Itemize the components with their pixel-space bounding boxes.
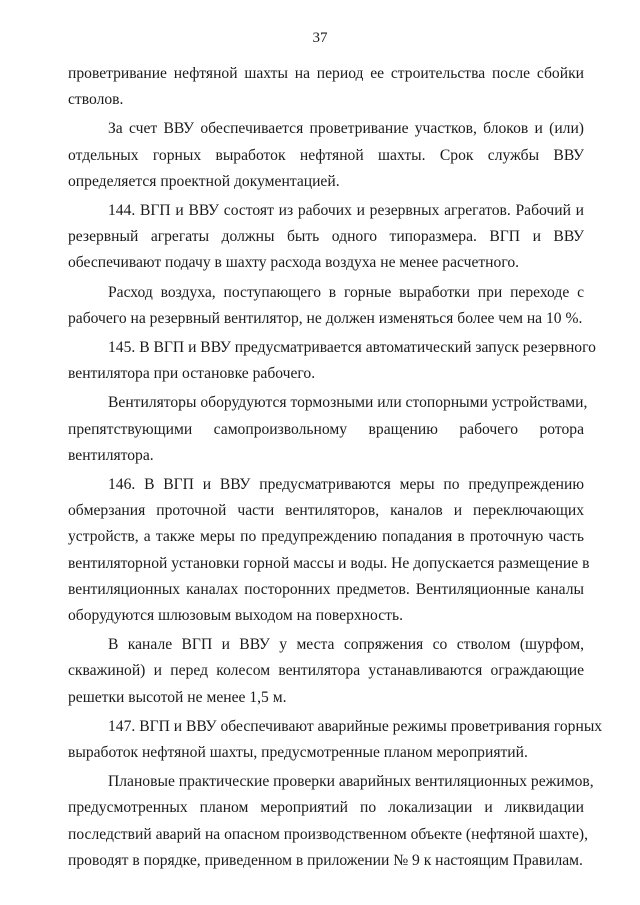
text-line: вентиляционных каналах посторонних предметов. Вентиляционные каналы — [68, 580, 584, 598]
text-line: обмерзания проточной части вентиляторов, каналов и переключающих — [68, 502, 584, 520]
text-line: стволов. — [68, 91, 124, 109]
text-line: Расход воздуха, поступающего в горные выработки при переходе с — [108, 283, 584, 301]
paragraph-145 — [68, 335, 596, 387]
text-line: препятствующими самопроизвольному вращению рабочего ротора — [68, 420, 584, 438]
page-number: 37 — [312, 30, 328, 46]
text-line: 147. ВГП и ВВУ обеспечивают аварийные режимы проветривания горных — [108, 717, 603, 735]
text-line: скважиной) и перед колесом вентилятора устанавливаются ограждающие — [68, 662, 584, 680]
text-line: Плановые практические проверки аварийных вентиляционных режимов, — [108, 773, 594, 791]
paragraph-grates — [68, 632, 584, 711]
text-line: вентилятора. — [68, 446, 154, 464]
paragraph-air-flow — [68, 280, 584, 332]
text-line: проветривание нефтяной шахты на период ее строительства после сбойки — [68, 65, 584, 82]
document-body — [68, 61, 603, 874]
paragraph-brakes — [68, 390, 588, 469]
paragraph-2 — [68, 116, 584, 195]
text-line: устройств, а также меры по предупреждению попадания в проточную часть — [68, 528, 584, 546]
text-line: 146. В ВГП и ВВУ предусматриваются меры по предупреждению — [108, 476, 584, 494]
text-line: вентиляторной установки горной массы и воды. Не допускается размещение в — [68, 554, 590, 572]
text-line: решетки высотой не менее 1,5 м. — [68, 688, 287, 706]
text-line: резервный агрегаты должны быть одного типоразмера. ВГП и ВВУ — [68, 228, 584, 246]
text-line: оборудуются шлюзовым выходом на поверхность. — [68, 607, 403, 625]
text-line: Вентиляторы оборудуются тормозными или стопорными устройствами, — [108, 394, 588, 412]
paragraph-checks — [68, 769, 594, 874]
text-line: 145. В ВГП и ВВУ предусматривается автоматический запуск резервного — [108, 339, 596, 357]
text-line: проводят в порядке, приведенном в приложении № 9 к настоящим Правилам. — [68, 851, 583, 869]
text-line: определяется проектной документацией. — [68, 172, 340, 190]
paragraph-144 — [68, 198, 584, 277]
text-line: вентилятора при остановке рабочего. — [68, 365, 316, 383]
text-line: рабочего на резервный вентилятор, не должен изменяться более чем на 10 %. — [68, 309, 583, 327]
paragraph-1 — [68, 61, 584, 113]
text-line: В канале ВГП и ВВУ у места сопряжения со стволом (шурфом, — [108, 636, 584, 654]
paragraph-147 — [68, 714, 603, 766]
text-line: предусмотренных планом мероприятий по локализации и ликвидации — [68, 799, 584, 817]
text-line: обеспечивают подачу в шахту расхода воздуха не менее расчетного. — [68, 254, 520, 272]
text-line: 144. ВГП и ВВУ состоят из рабочих и резервных агрегатов. Рабочий и — [108, 202, 584, 220]
text-line: отдельных горных выработок нефтяной шахты. Срок службы ВВУ — [68, 146, 584, 164]
text-line: За счет ВВУ обеспечивается проветривание участков, блоков и (или) — [108, 120, 584, 138]
text-line: выработок нефтяной шахты, предусмотренные планом мероприятий. — [68, 744, 528, 762]
paragraph-146 — [68, 472, 590, 629]
text-line: последствий аварий на опасном производственном объекте (нефтяной шахте), — [68, 825, 588, 843]
